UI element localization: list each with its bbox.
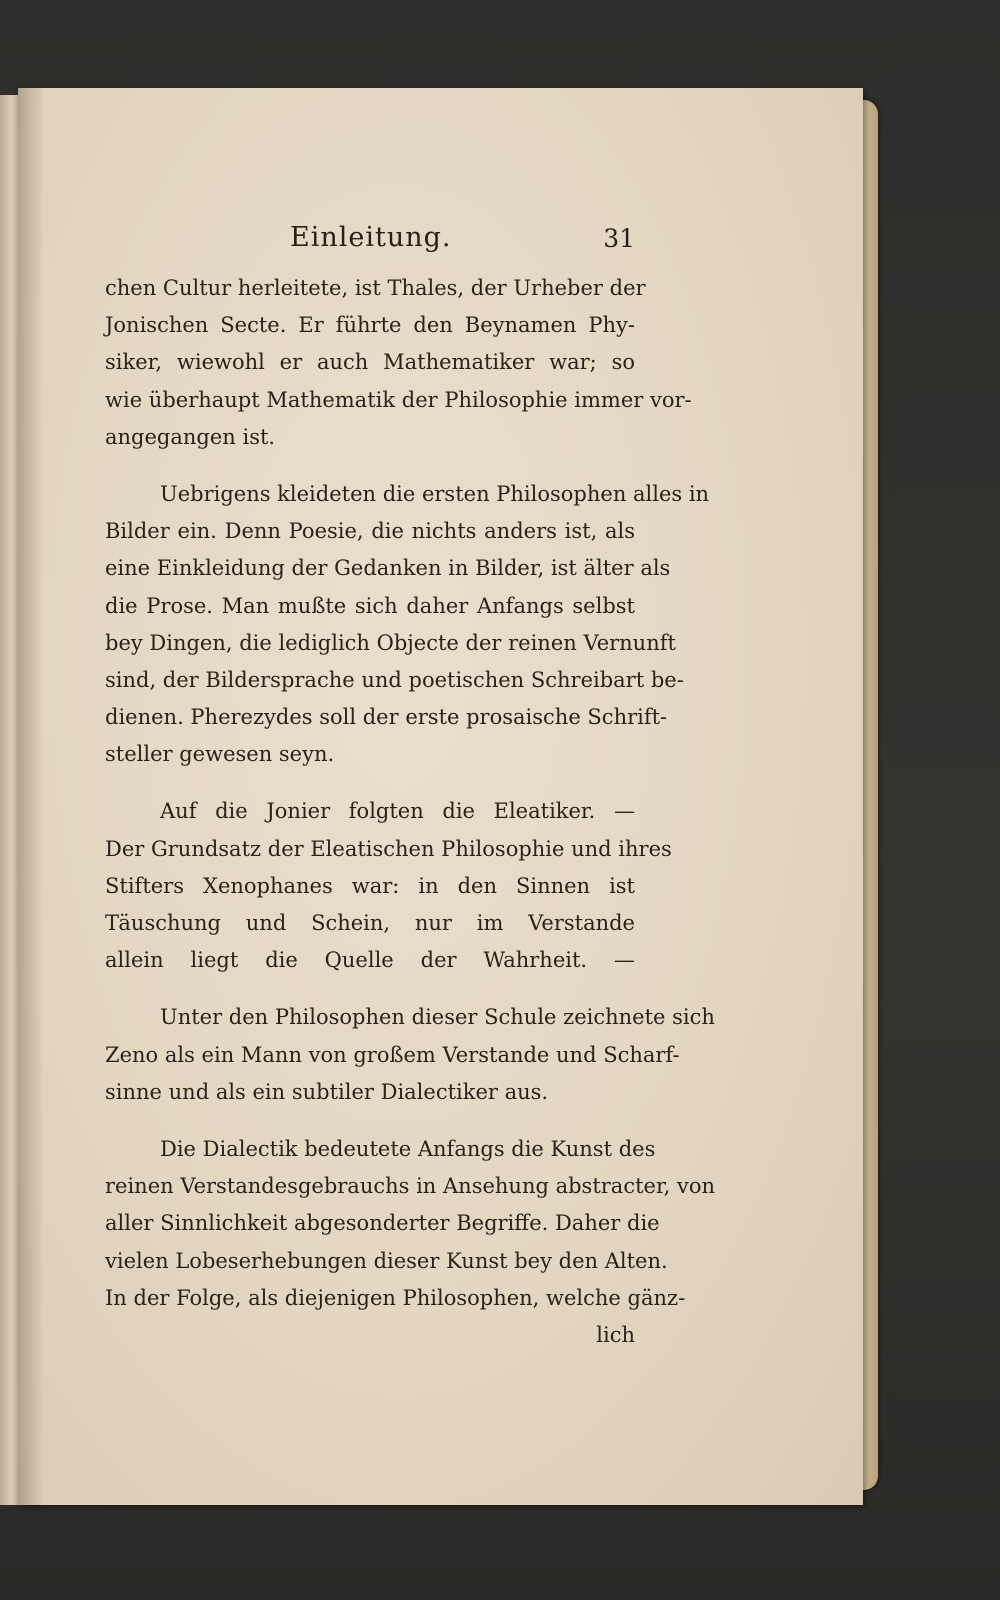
page-header — [105, 222, 635, 262]
text-line: eine Einkleidung der Gedanken in Bilder, ist älter als — [105, 556, 671, 581]
text-line: Uebrigens kleideten die ersten Philosophen alles in — [160, 481, 710, 506]
running-title: Einleitung. — [290, 222, 452, 253]
paragraph-gap — [105, 979, 635, 999]
text-line: vielen Lobeserhebungen dieser Kunst bey den Alten. — [105, 1248, 668, 1273]
paragraph-gap — [105, 1111, 635, 1131]
text-line: angegangen ist. — [105, 424, 276, 449]
text-line: bey Dingen, die lediglich Objecte der reinen Vernunft — [105, 630, 676, 655]
body-text — [105, 270, 716, 1354]
text-line: steller gewesen seyn. — [105, 742, 335, 767]
paragraph — [105, 793, 672, 979]
paragraph-gap — [105, 773, 635, 793]
paragraph-gap — [105, 456, 635, 476]
page-number: 31 — [603, 224, 635, 253]
text-line: Auf die Jonier folgten die Eleatiker. — — [160, 799, 635, 824]
text-line: chen Cultur herleitete, ist Thales, der Urheber der — [105, 276, 646, 300]
paragraph — [105, 270, 692, 456]
paragraph — [105, 476, 710, 774]
text-line: dienen. Pherezydes soll der erste prosaische Schrift- — [105, 705, 668, 730]
text-line: Jonischen Secte. Er führte den Beynamen Phy- — [105, 313, 635, 338]
text-line: die Prose. Man mußte sich daher Anfangs selbst — [105, 593, 635, 618]
text-line: Täuschung und Schein, nur im Verstande — [105, 911, 635, 935]
gutter-shadow — [18, 88, 44, 1505]
facing-page-edge — [0, 95, 20, 1505]
paragraph — [105, 999, 715, 1111]
text-line: In der Folge, als diejenigen Philosophen, welche gänz- — [105, 1285, 686, 1310]
text-line: Bilder ein. Denn Poesie, die nichts anders ist, als — [105, 519, 635, 544]
text-line: Der Grundsatz der Eleatischen Philosophie und ihres — [105, 836, 672, 861]
text-line: allein liegt die Quelle der Wahrheit. — — [105, 948, 635, 973]
text-line: Stifters Xenophanes war: in den Sinnen ist — [105, 873, 635, 898]
text-line: siker, wiewohl er auch Mathematiker war; so — [105, 350, 635, 375]
catchword: lich — [596, 1322, 635, 1347]
text-line: Unter den Philosophen dieser Schule zeichnete sich — [160, 1005, 715, 1030]
text-line: sinne und als ein subtiler Dialectiker aus. — [105, 1079, 549, 1104]
text-line: aller Sinnlichkeit abgesonderter Begriffe. Daher die — [105, 1211, 660, 1236]
text-line: Die Dialectik bedeutete Anfangs die Kunst des — [160, 1136, 656, 1161]
text-line: reinen Verstandesgebrauchs in Ansehung abstracter, von — [105, 1174, 716, 1199]
paragraph — [105, 1131, 716, 1317]
text-line: sind, der Bildersprache und poetischen Schreibart be- — [105, 667, 684, 692]
text-line: wie überhaupt Mathematik der Philosophie immer vor- — [105, 387, 692, 412]
text-line: Zeno als ein Mann von großem Verstande und Scharf- — [105, 1042, 680, 1067]
